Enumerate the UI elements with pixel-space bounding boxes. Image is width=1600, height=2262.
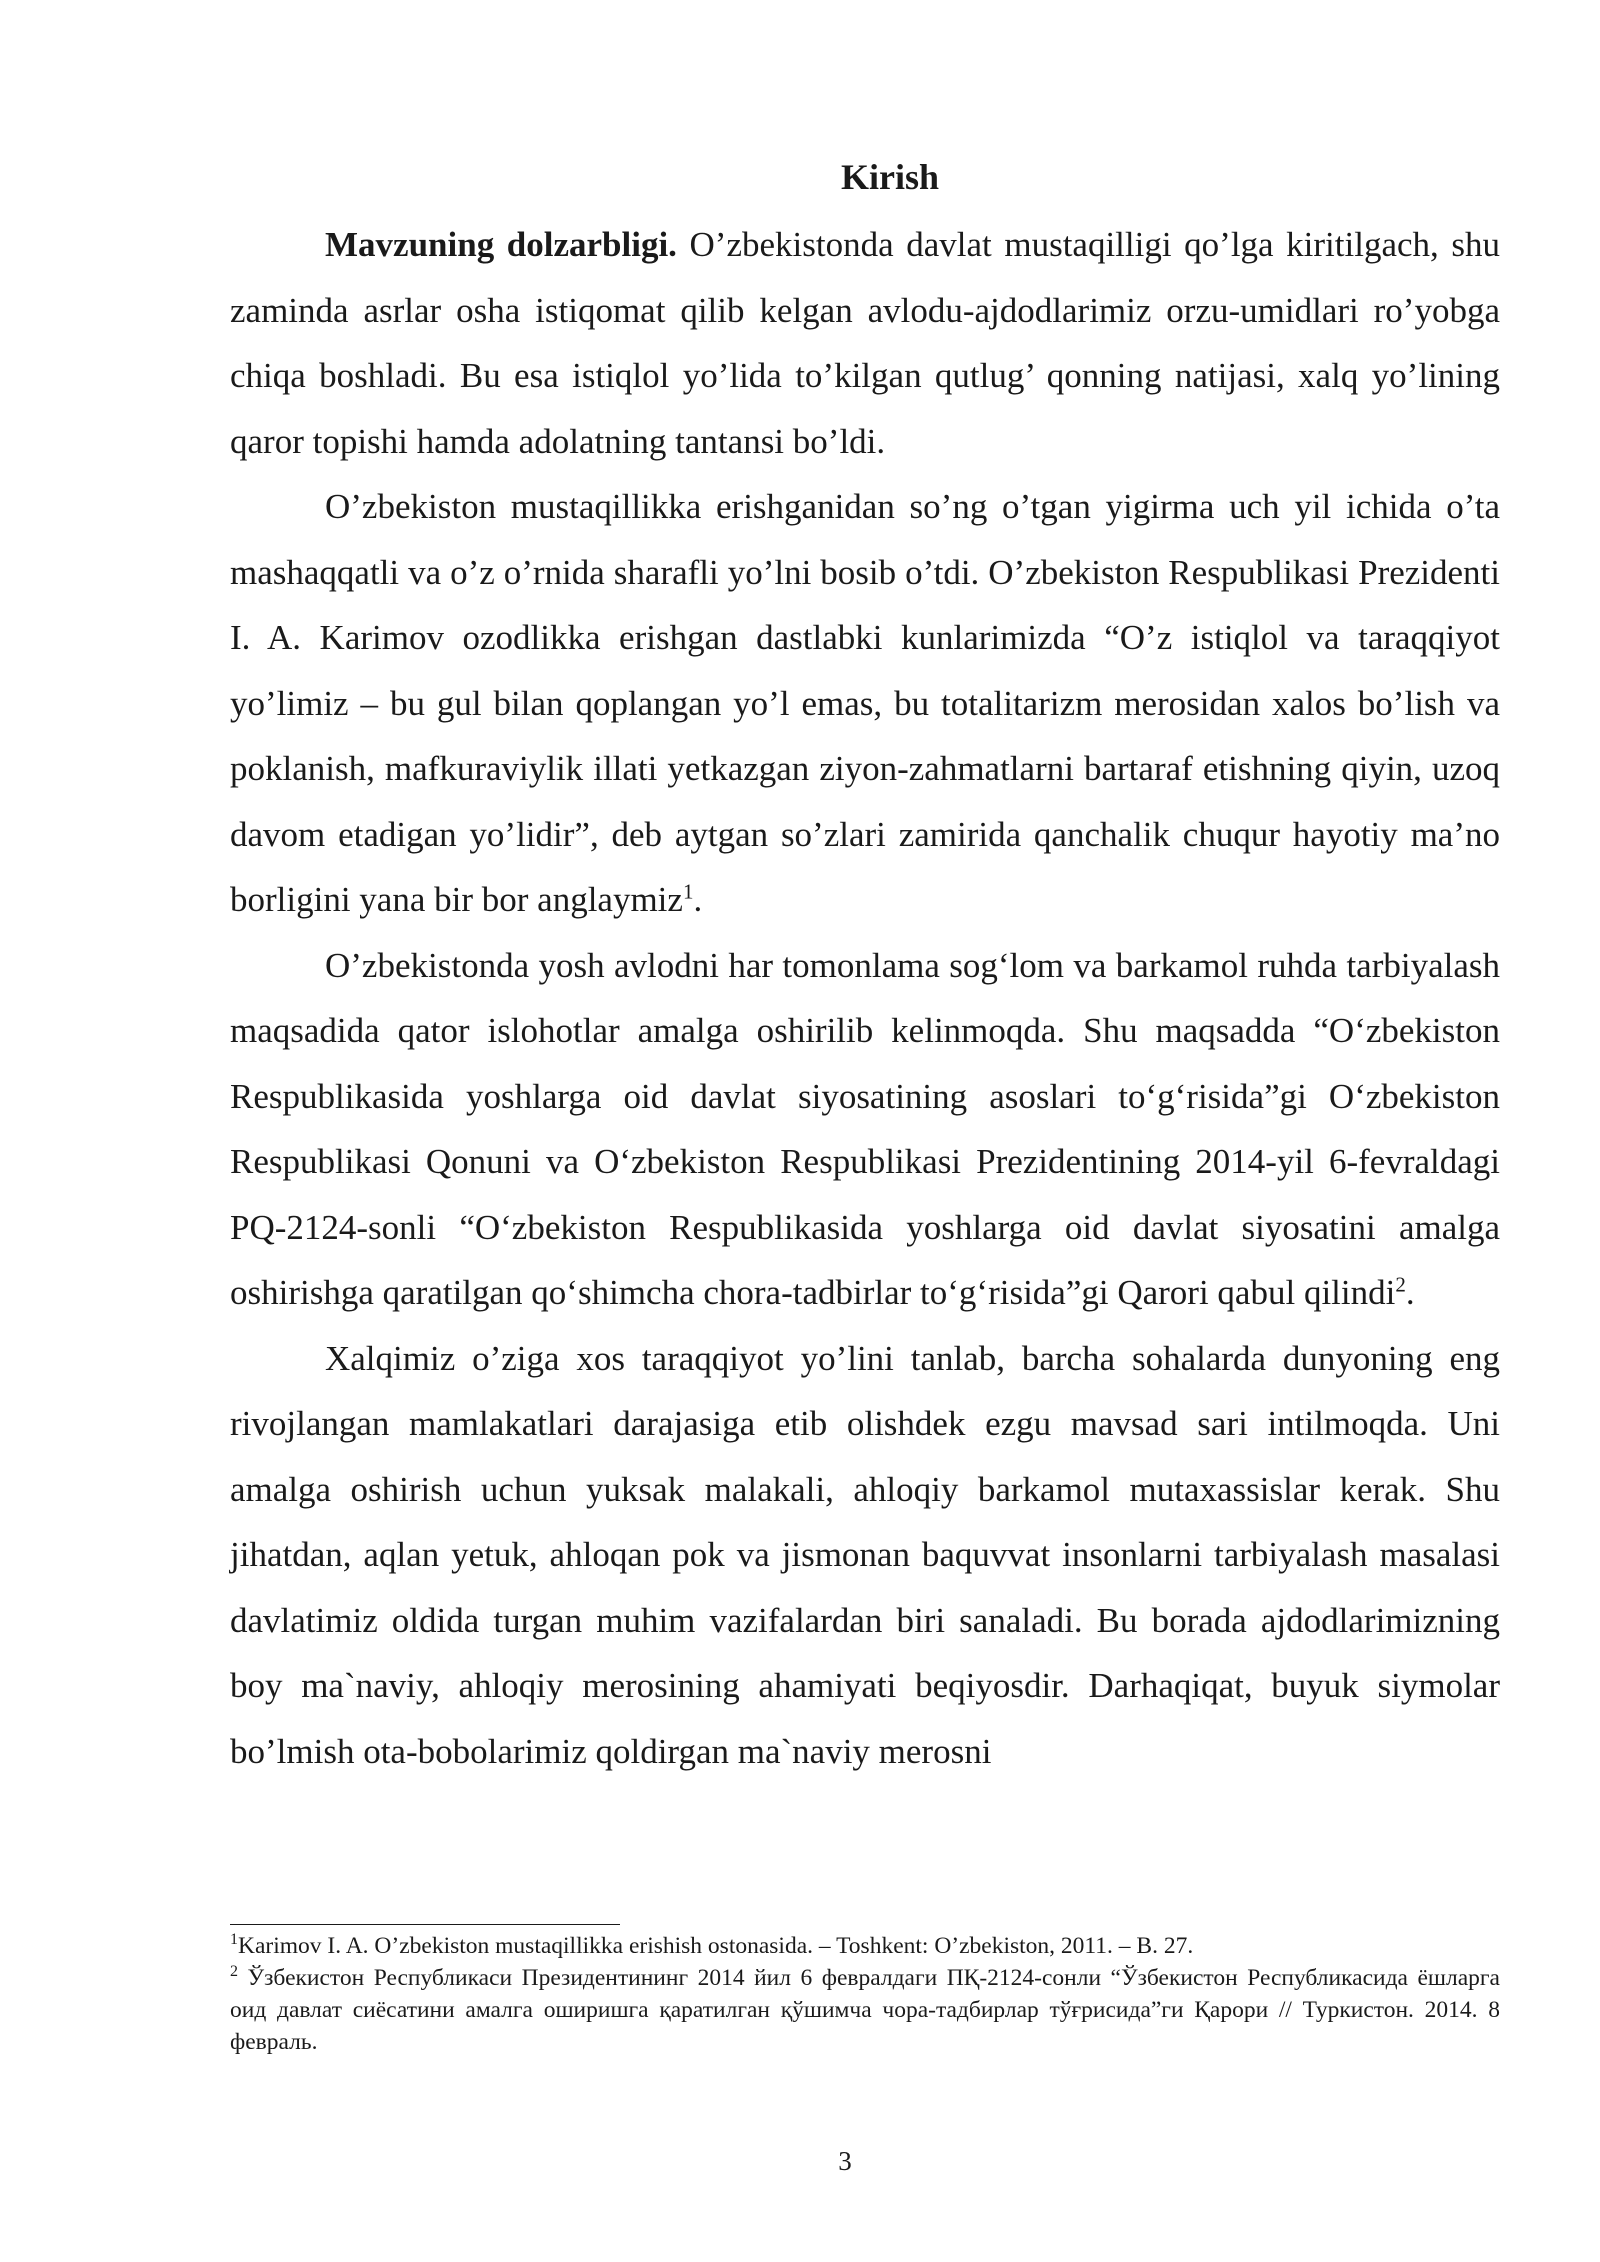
footnote-reference[interactable]: 2: [1395, 1272, 1406, 1297]
paragraph-end: .: [693, 880, 703, 919]
footnote-separator: [230, 1924, 620, 1925]
page-number: 3: [838, 2146, 852, 2176]
body-text: [230, 212, 1500, 1784]
paragraph-text: O’zbekistonda yosh avlodni har tomonlama sog‘lom va barkamol ruhda tarbiyalash maqsadida qator islohotlar amalga oshirilib kelinmoqda. Shu maqsadda “O‘zbekiston Respublikasida yoshlarga oid davlat siyosatining asoslari to‘g‘risida”gi O‘zbekiston Respublikasi Qonuni va O‘zbekiston Respublikasi Prezidentining 2014-yil 6-fevraldagi PQ-2124-sonli “O‘zbekiston Respublikasida yoshlarga oid davlat siyosatini amalga oshirishga qaratilgan qo‘shimcha chora-tadbirlar to‘g‘risida”gi Qarori qabul qilindi: [230, 945, 1500, 1312]
footnote-text: Ўзбекистон Республикаси Президентининг 2014 йил 6 февралдаги ПҚ-2124-сонли “Ўзбекистон Республикасида ёшларга оид давлат сиёсатини амалга оширишга қаратилган қўшимча чора-тадбирлар тўғрисида”ги Қарори // Туркистон. 2014. 8 февраль.: [230, 1965, 1500, 2055]
footnote-reference[interactable]: 1: [682, 879, 694, 904]
lead-heading: Mavzuning dolzarbligi.: [325, 225, 677, 264]
footnote: [230, 1962, 1500, 2058]
paragraph: [230, 933, 1500, 1326]
footnote-number: 1: [230, 1931, 238, 1949]
footnotes: [230, 1930, 1500, 2058]
section-title: Kirish: [840, 157, 939, 197]
paragraph-text: O’zbekistonda davlat mustaqilligi qo’lga kiritilgach, shu zaminda asrlar osha istiqomat qilib kelgan avlodu-ajdodlarimiz orzu-umidlari ro’yobga chiqa boshladi. Bu esa istiqlol yo’lida to’kilgan qutlug’ qonning natijasi, xalq yo’lining qaror topishi hamda adolatning tantansi bo’ldi.: [230, 225, 1500, 461]
footnote-text: Karimov I. A. O’zbekiston mustaqillikka erishish ostonasida. – Toshkent: O’zbekiston, 2011. – B. 27.: [238, 1933, 1194, 1959]
paragraph: [230, 212, 1500, 474]
footnote: [230, 1930, 1500, 1962]
paragraph-text: O’zbekiston mustaqillikka erishganidan so’ng o’tgan yigirma uch yil ichida o’ta mashaqqatli va o’z o’rnida sharafli yo’lni bosib o’tdi. O’zbekiston Respublikasi Prezidenti I. A. Karimov ozodlikka erishgan dastlabki kunlarimizda “O’z istiqlol va taraqqiyot yo’limiz – bu gul bilan qoplangan yo’l emas, bu totalitarizm merosidan xalos bo’lish va poklanish, mafkuraviylik illati yetkazgan ziyon-zahmatlarni bartaraf etishning qiyin, uzoq davom etadigan yo’lidir”, deb aytgan so’zlari zamirida qanchalik chuqur hayotiy ma’no borligini yana bir bor anglaymiz: [230, 487, 1500, 919]
paragraph-text: Xalqimiz o’ziga xos taraqqiyot yo’lini tanlab, barcha sohalarda dunyoning eng rivojlangan mamlakatlari darajasiga etib olishdek ezgu mavsad sari intilmoqda. Uni amalga oshirish uchun yuksak malakali, ahloqiy barkamol mutaxassislar kerak. Shu jihatdan, aqlan yetuk, ahloqan pok va jismonan baquvvat insonlarni tarbiyalash masalasi davlatimiz oldida turgan muhim vazifalardan biri sanaladi. Bu borada ajdodlarimizning boy ma`naviy, ahloqiy merosining ahamiyati beqiyosdir. Darhaqiqat, buyuk siymolar bo’lmish ota-bobolarimiz qoldirgan ma`naviy merosni: [230, 1338, 1500, 1771]
footnote-number: 2: [230, 1963, 238, 1981]
paragraph-end: .: [1405, 1273, 1415, 1312]
paragraph: [230, 1326, 1500, 1785]
paragraph: [230, 474, 1500, 933]
